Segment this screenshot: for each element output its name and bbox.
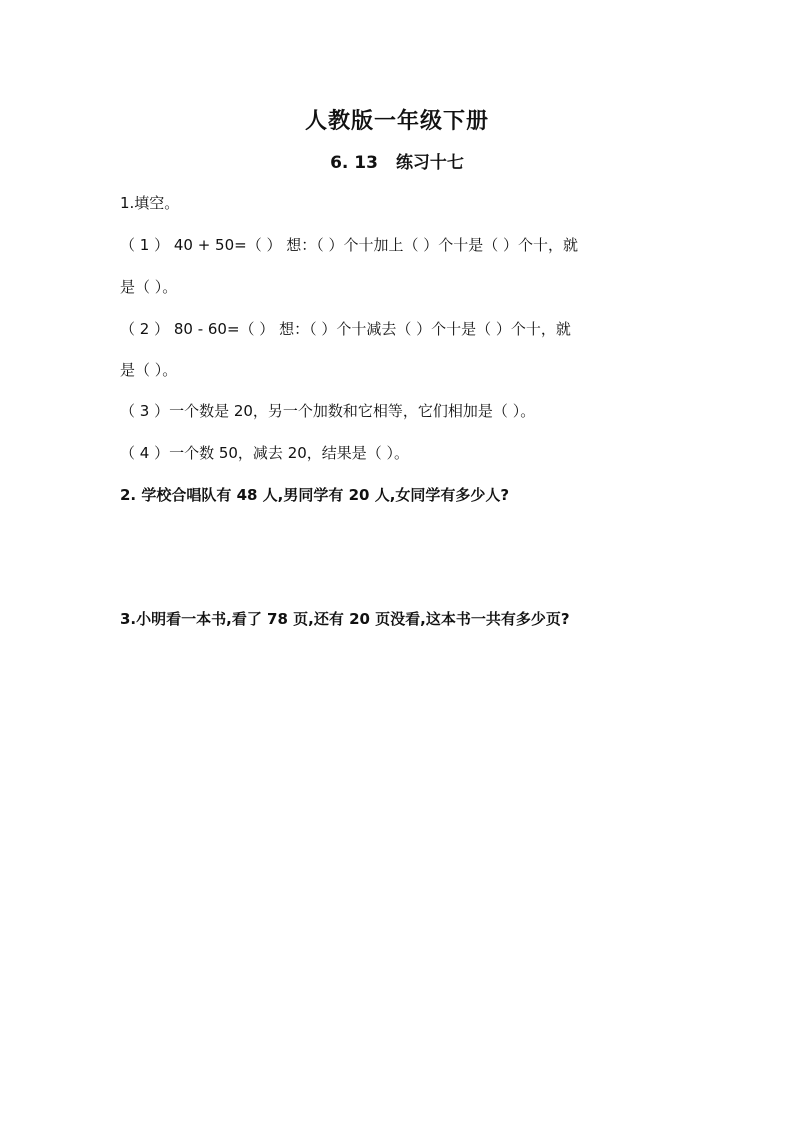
question-1-2-line-2: 是（ ）。 — [120, 361, 178, 379]
page-title: 人教版一年级下册 — [304, 109, 489, 134]
question-1-4: （ 4 ）一个数 50，减去 20，结果是（ ）。 — [120, 444, 410, 462]
question-1-heading: 1.填空。 — [120, 194, 180, 212]
question-1-1-line-1: （ 1 ） 40 + 50=（ ） 想：（ ）个十加上（ ）个十是（ ）个十，就 — [120, 236, 579, 254]
question-1-1-line-2: 是（ ）。 — [120, 278, 178, 296]
question-2: 2. 学校合唱队有 48 人,男同学有 20 人,女同学有多少人? — [120, 486, 510, 504]
question-1-3: （ 3 ）一个数是 20，另一个加数和它相等，它们相加是（ ）。 — [120, 402, 536, 420]
section-heading — [0, 148, 794, 173]
question-1-2-line-1: （ 2 ） 80 - 60=（ ） 想：（ ）个十减去（ ）个十是（ ）个十，就 — [120, 320, 571, 338]
section-number: 6. 13 — [330, 153, 378, 173]
section-title: 练习十七 — [395, 153, 464, 173]
question-3: 3.小明看一本书,看了 78 页,还有 20 页没看,这本书一共有多少页? — [120, 610, 570, 628]
